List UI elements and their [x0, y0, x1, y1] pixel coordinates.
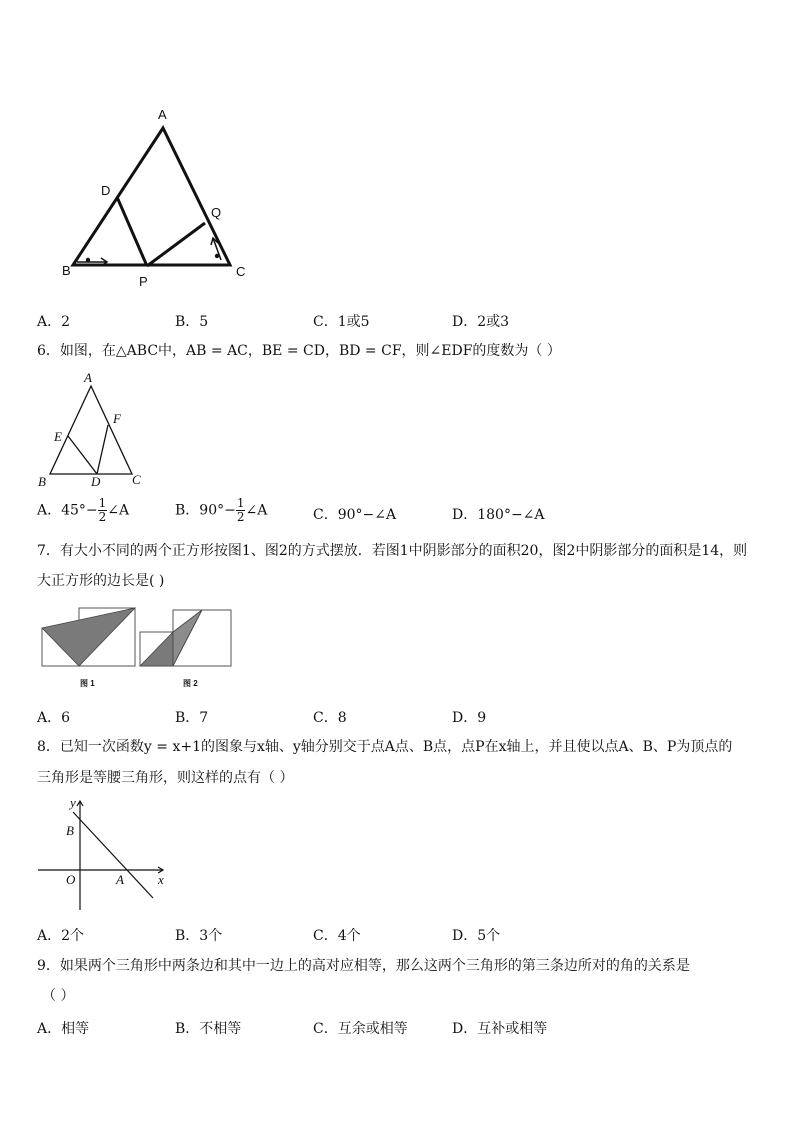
q5-triangle-figure	[55, 100, 265, 295]
q7-caption-fig1: 图 1	[80, 679, 95, 688]
q8-label-x: x	[158, 872, 164, 887]
q6-option-a-suffix: ∠A	[107, 502, 130, 519]
q6-option-c[interactable]: C．90°−∠A	[313, 507, 397, 523]
q8-label-b: B	[66, 823, 74, 838]
q8-option-b[interactable]: B．3个	[175, 928, 223, 944]
q8-label-o: O	[66, 872, 76, 887]
q8-option-a[interactable]: A．2个	[37, 928, 85, 944]
q6-triangle-figure	[35, 368, 155, 493]
q5-label-d: D	[101, 183, 111, 198]
q9-option-c[interactable]: C．互余或相等	[313, 1021, 408, 1037]
q5-label-p: P	[139, 274, 148, 289]
q9-stem-line1: 9．如果两个三角形中两条边和其中一边上的高对应相等，那么这两个三角形的第三条边所对的角的关系是	[37, 958, 690, 974]
q6-option-b-suffix: ∠A	[245, 502, 268, 519]
q8-coordinate-figure	[35, 795, 175, 910]
q6-option-a-fraction	[98, 497, 108, 524]
q6-segment-ed	[68, 436, 97, 474]
q6-segment-df	[97, 425, 108, 474]
q8-option-c[interactable]: C．4个	[313, 928, 361, 944]
q5-dot-p	[86, 258, 90, 262]
q5-dot-q	[215, 254, 219, 258]
q5-label-a: A	[158, 107, 167, 122]
q8-label-y: y	[70, 795, 76, 810]
q8-stem-line2: 三角形是等腰三角形，则这样的点有（ ）	[37, 770, 294, 786]
q5-option-b[interactable]: B．5	[175, 314, 209, 330]
q8-option-d[interactable]: D．5个	[452, 928, 501, 944]
q6-option-b-prefix: B．90°−	[175, 502, 236, 519]
q7-option-c[interactable]: C．8	[313, 710, 347, 726]
q6-label-f: F	[113, 411, 121, 426]
q5-triangle-abc	[73, 128, 230, 265]
q7-option-b[interactable]: B．7	[175, 710, 209, 726]
q7-option-d[interactable]: D．9	[452, 710, 487, 726]
q9-option-b[interactable]: B．不相等	[175, 1021, 242, 1037]
q6-label-c: C	[132, 472, 141, 487]
q9-stem-line2: （ ）	[42, 988, 75, 1004]
q9-option-d[interactable]: D．互补或相等	[452, 1021, 548, 1037]
q5-segment-pq	[147, 223, 205, 266]
q6-option-a-numerator: 1	[98, 496, 107, 510]
q7-option-a[interactable]: A．6	[37, 710, 71, 726]
q5-option-a[interactable]: A．2	[37, 314, 71, 330]
q6-option-b-denominator: 2	[236, 510, 245, 524]
q8-stem-line1: 8．已知一次函数y = x+1的图象与x轴、y轴分别交于点A点、B点，点P在x轴上，并且使以点A、B、P为顶点的	[37, 739, 733, 755]
q6-option-a-denominator: 2	[98, 510, 107, 524]
q9-option-a[interactable]: A．相等	[37, 1021, 90, 1037]
q5-label-q: Q	[211, 205, 222, 220]
q5-segment-dp	[117, 197, 147, 266]
q5-label-b: B	[62, 263, 71, 278]
q8-label-a: A	[116, 872, 124, 887]
q6-option-a-prefix: A．45°−	[37, 502, 98, 519]
q6-option-b[interactable]	[175, 497, 267, 524]
q6-label-e: E	[54, 429, 62, 444]
q7-stem-line1: 7．有大小不同的两个正方形按图1、图2的方式摆放．若图1中阴影部分的面积20，图2中阴影部分的面积是14，则	[37, 543, 748, 559]
q5-label-c: C	[236, 264, 246, 279]
q6-option-a[interactable]	[37, 497, 129, 524]
q7-caption-fig2: 图 2	[183, 679, 198, 688]
q6-label-d: D	[91, 474, 101, 489]
q6-stem: 6．如图，在△ABC中，AB = AC，BE = CD，BD = CF，则∠EDF的度数为（ ）	[37, 343, 561, 359]
q5-option-c[interactable]: C．1或5	[313, 314, 370, 330]
q7-stem-line2: 大正方形的边长是( )	[37, 573, 165, 589]
q6-option-d[interactable]: D．180°−∠A	[452, 507, 545, 523]
q6-label-b: B	[38, 474, 46, 489]
q6-option-b-numerator: 1	[236, 496, 245, 510]
q6-label-a: A	[84, 370, 92, 385]
q8-function-line	[73, 812, 153, 898]
q7-squares-figure	[38, 604, 243, 694]
q5-option-d[interactable]: D．2或3	[452, 314, 510, 330]
q6-triangle-abc	[50, 386, 132, 474]
